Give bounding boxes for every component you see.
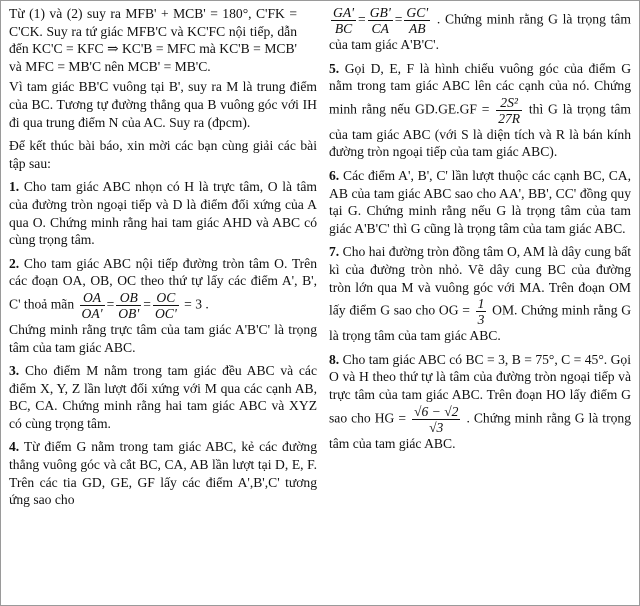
exercise-6-number: 6.	[329, 167, 340, 183]
fraction-ob: $\frac{OB}{OB'}$	[118, 289, 140, 321]
fraction-2s2-27r: $\frac{\text{2S²}}{27R}$	[498, 94, 521, 126]
exercise-7-number: 7.	[329, 244, 340, 260]
right-column	[329, 5, 631, 452]
exercise-4-number: 4.	[9, 439, 20, 455]
exercise-4-text: Từ điểm G nằm trong tam giác ABC, kẻ các đường thẳng vuông góc và cắt BC, CA, AB lần lượt tại D, E, F. Trên các tia GD, GE, GF lấy các điểm A',B',C' tương ứng sao cho	[9, 439, 317, 508]
exercise-7-text: Cho hai đường tròn đồng tâm O, AM là dây cung bất kì của đường tròn nhỏ. Vẽ dây cung BC của đường tròn lớn qua M và vuông góc với MA. Trên đoạn OM lấy điểm G sao cho OG =	[329, 244, 632, 318]
exercise-3-number: 3.	[9, 363, 20, 379]
exercise-5-number: 5.	[329, 60, 340, 76]
exercise-2-number: 2.	[9, 255, 20, 271]
exercise-8-text: Cho tam giác ABC có BC = 3, B = 75°, C = 45°. Gọi O và H theo thứ tự là tâm của đường tròn ngoại tiếp và trực tâm của tam giác ABC. Trên đoạn HO lấy điểm G sao cho HG =	[329, 351, 631, 426]
exercise-6-text: Các điểm A', B', C' lần lượt thuộc các cạnh BC, CA, AB của tam giác ABC sao cho AA', BB', CC' đồng quy tại G. Chứng minh rằng nếu G là trọng tâm của tam giác A'B'C' thì G cũng là trọng tâm của tam giác ABC.	[329, 167, 631, 236]
exercise-2-equals: = 3 .	[184, 296, 209, 312]
exercise-3	[9, 362, 317, 432]
exercise-1	[9, 178, 317, 248]
fraction-oc: $\frac{OC}{OC'}$	[154, 289, 177, 321]
exercise-2-conclusion: Chứng minh rằng trực tâm của tam giác A'B'C' là trọng tâm của tam giác ABC.	[9, 321, 317, 355]
fraction-gc: $\frac{GC'}{AB}$	[406, 5, 429, 36]
exercise-5	[329, 60, 631, 161]
fraction-ga: $\frac{GA'}{BC}$	[333, 5, 355, 36]
fraction-one-third: $\frac{1}{3}$	[477, 296, 485, 328]
exercise-1-text: Cho tam giác ABC nhọn có H là trực tâm, O là tâm của đường tròn ngoại tiếp và D là điểm đối xứng của A qua O. Chứng minh rằng hai tam giác AHD và ABC có cùng trọng tâm.	[9, 179, 318, 248]
intro-exercises: Để kết thúc bài báo, xin mời các bạn cùng giải các bài tập sau:	[9, 138, 317, 171]
fraction-oa: $\frac{OA}{OA'}$	[81, 289, 103, 321]
exercise-2-text: Cho tam giác ABC nội tiếp đường tròn tâm O. Trên các đoạn OA, OB, OC theo thứ tự lấy các điểm A', B', C' thoả mãn	[9, 255, 317, 312]
exercise-2: 2. Cho tam giác ABC nội tiếp đường tròn tâm O. Trên các đoạn OA, OB, OC theo thứ tự lấy các điểm A', B', C' thoả mãn $\frac{OA}{OA'}$ = $\frac{OB}{OB'}$ = $\frac{OC}{OC'}$ = 3 .	[9, 255, 317, 321]
exercise-8	[329, 351, 631, 452]
exercise-8-number: 8.	[329, 351, 340, 367]
fraction-gb: $\frac{GB'}{CA}$	[369, 5, 391, 36]
exercise-4	[9, 438, 317, 508]
exercise-6	[329, 167, 631, 237]
exercise-3-text: Cho điểm M nằm trong tam giác đều ABC và các điểm X, Y, Z lần lượt đối xứng với M qua các cạnh AB, BC, CA. Chứng minh rằng hai tam giác ABC và XYZ có cùng trọng tâm.	[9, 363, 317, 431]
exercise-4-conclusion: . Chứng minh rằng G là trọng tâm của tam giác A'B'C'.	[329, 11, 631, 52]
exercise-4-continued: $\frac{GA'}{BC}$ = $\frac{GB'}{CA}$ = $\frac{GC'}{AB}$ . Chứng minh rằng G là trọng tâm của tam giác A'B'C'.	[329, 5, 631, 52]
proof-paragraph-2: Vì tam giác BB'C vuông tại B', suy ra M là trung điểm của BC. Tương tự đường thẳng qua B vuông góc với IH đi qua trung điểm N của AC. Suy ra (đpcm).	[9, 79, 317, 130]
proof-paragraph-1: Từ (1) và (2) suy ra MFB' + MCB' = 180°, C'FK = C'CK. Suy ra tứ giác MFB'C và KC'FC nội tiếp, dẫn đến KC'C = KFC ⇒ KC'B = MFC mà KC'B = MCB' và MFC = MB'C nên MCB' = MB'C.	[9, 6, 297, 74]
exercise-5-conclusion: thì G là trọng tâm của tam giác ABC (với S là diện tích và R là bán kính đường tròn ngoại tiếp của tam giác ABC).	[329, 101, 632, 160]
exercise-7	[329, 243, 631, 344]
exercise-8-conclusion: . Chứng minh rằng G là trọng tâm của tam giác ABC.	[329, 410, 631, 451]
exercise-7-conclusion: OM. Chứng minh rằng G là trọng tâm của tam giác ABC.	[329, 302, 632, 344]
exercise-5-text: Gọi D, E, F là hình chiếu vuông góc của điểm G nằm trong tam giác ABC lên các cạnh của nó. Chứng minh rằng nếu GD.GE.GF =	[329, 60, 632, 117]
exercise-1-number: 1.	[9, 179, 20, 195]
fraction-hg: $\frac{√6 - √2}{√3}$	[413, 403, 459, 435]
left-column	[9, 5, 317, 509]
